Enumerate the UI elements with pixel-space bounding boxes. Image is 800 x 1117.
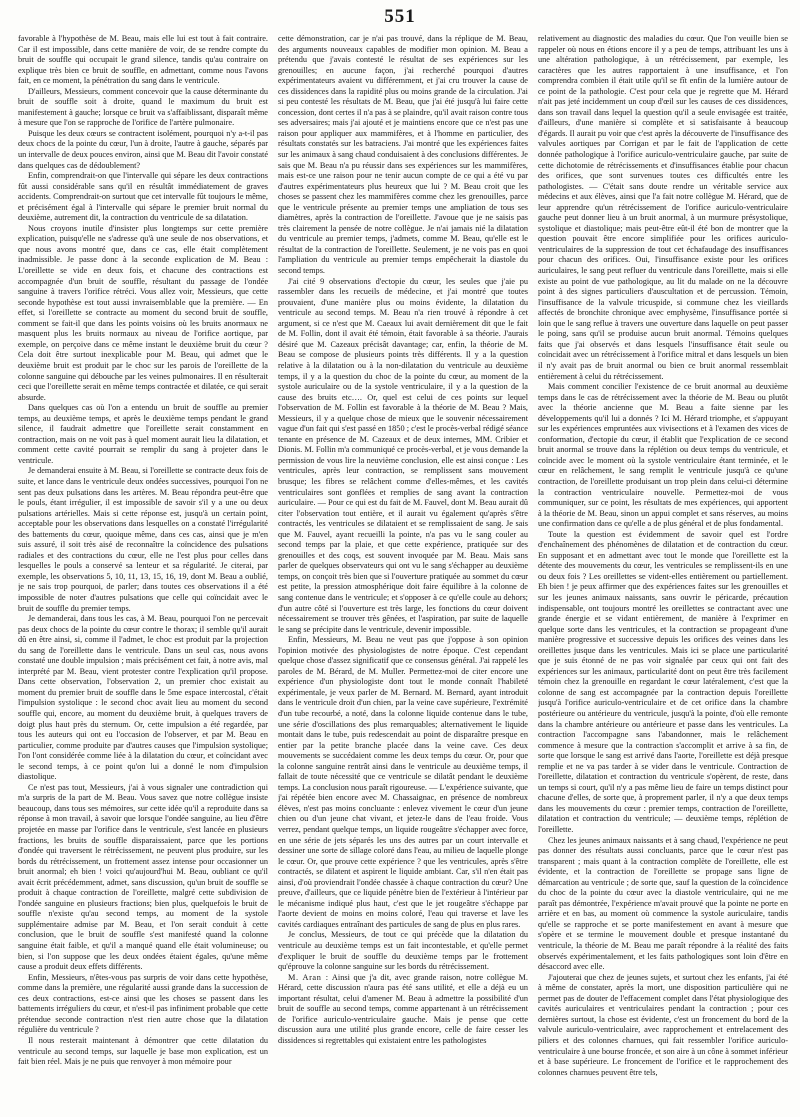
paragraph: [18, 34, 268, 87]
paragraph-text: relativement au diagnostic des maladies du cœur. Que l'on veuille bien se rappeler où nous en étions encore il y a peu de temps, attribuant les uns à une altération pathologique, à un rétrécissement, par exemple, les caractères que les autres rapportaient à une insuffisance, et l'on comprendra combien il était utile qu'il se fît enfin de la lumière autour de ce point de la pathologie. C'est pour cela que je regrette que M. Hérard n'ait pas jeté incidemment un coup d'œil sur les causes de ces dissidences, dans son travail dans lequel la question qu'il a seule envisagée est traitée, d'ailleurs, d'une manière si complète et si satisfaisante à beaucoup d'égards. Il aurait pu voir que c'est après la découverte de l'insuffisance des valvules aortiques par Corrigan et par le fait de l'application de cette donnée pathologique à l'orifice auriculo-ventriculaire gauche, par suite de cette dichotomie de rétrécissements et d'insuffisances établie pour chacun des orifices, que sont survenues toutes ces difficultés entre les pathologistes. — C'était sans doute rendre un véritable service aux médecins et aux élèves, ainsi que l'a fait notre collègue M. Hérard, que de leur apprendre qu'un rétrécissement de l'orifice auriculo-ventriculaire gauche peut donner lieu à un bruit anormal, à un murmure présystolique, systolique et diastolique; mais peut-être eût-il été bon de montrer que la question pouvait être encore simplifiée pour les orifices auriculo-ventriculaires de la suppression de tout cet échafaudage des insuffisances pour chacun des orifices. Oui, l'insuffisance existe pour les orifices auriculaires, le sang peut refluer du ventricule dans l'oreillette, mais si elle existe au point de vue pathologique, au lit du malade on ne la découvre point à des signes particuliers d'auscultation et de percussion. Témoin, l'insuffisance de la valvule tricuspide, si commune chez les vieillards affectés de bronchite chronique avec emphysème, l'insuffisance portée si loin que le sang reflue à travers une ouverture dans laquelle on peut passer le poing, sans qu'il se produise aucun bruit anormal. Témoins quelques faits que j'ai observés et dans lesquels l'insuffisance était seule ou coïncidait avec un rétrécissement à l'orifice mitral et dans lesquels un bien il n'y avait pas de bruit anormal ou bien ce bruit anormal ressemblait entièrement à celui du rétrécissement.: [538, 34, 788, 381]
paragraph-text: Nous croyons inutile d'insister plus longtemps sur cette première explication, puisqu'elle ne s'adresse qu'à une seule de nos observations, et que nous avons montré que, dans ce cas, elle était complètement inadmissible. Je passe donc à la seconde explication de M. Beau : L'oreillette se vide en deux fois, et chacune des contractions est accompagnée d'un bruit de souffle, résultant du passage de l'ondée sanguine à travers l'orifice rétréci. Vous allez voir, Messieurs, que cette seconde hypothèse est tout aussi invraisemblable que la première. — En effet, si l'oreillette se contracte au moment du second bruit de souffle, comment se fait-il que dans les points voisins où les bruits anormaux ne masquent plus les bruits normaux au niveau de l'orifice aortique, par exemple, on perçoive dans ce même instant le deuxième bruit du cœur ? Cela doit être surtout inexplicable pour M. Beau, qui admet que le deuxième bruit est produit par le choc sur les parois de l'oreillette de la colonne sanguine qui débouche par les veines pulmonaires. Il en résulterait ceci que l'oreillette serait en même temps contractée et dilatée, ce qui serait absurde.: [18, 223, 268, 402]
paragraph-text: Dans quelques cas où l'on a entendu un bruit de souffle au premier temps, au deuxième temps, et après le deuxième temps pendant le grand silence, il faudrait admettre que l'oreillette serait constamment en contraction, mais on ne voit pas à quel moment aurait lieu la dilatation, et comment cette cavité pourrait se remplir du sang à projeter dans le ventricule.: [18, 403, 268, 465]
paragraph: [538, 973, 788, 1078]
paragraph: [538, 836, 788, 973]
paragraph: [18, 1036, 268, 1068]
paragraph-text: Chez les jeunes animaux naissants et à sang chaud, l'expérience ne peut pas donner des résultats aussi concluants, parce que le cœur n'est pas transparent ; mais quant à la contraction complète de l'oreillette, elle est évidente, et la contraction de l'oreillette se propage sans ligne de démarcation au ventricule ; de sorte que, sauf la question de la coïncidence du choc de la pointe du cœur avec la diastole ventriculaire, qui ne me paraît pas démontrée, l'expérience m'avait prouvé que la pointe ne porte en arrière et en bas, au moment où commence la systole auriculaire, tandis qu'elle se rapproche et se porte manifestement en avant à mesure que s'opère et se termine le mouvement double et presque instantané du ventricule, la théorie de M. Beau me paraît répondre à la réalité des faits observés expérimentalement, et les faits pathologiques sont loin d'être en désaccord avec elle.: [538, 835, 788, 972]
paragraph-text: Puisque les deux cœurs se contractent isolément, pourquoi n'y a-t-il pas deux chocs de la pointe du cœur, l'un à droite, l'autre à gauche, séparés par un intervalle de deux pouces environ, ainsi que M. Beau dit l'avoir constaté dans quelques cas de dédoublement?: [18, 128, 268, 170]
paragraph: [538, 382, 788, 530]
paragraph: [278, 277, 528, 636]
paragraph: [18, 129, 268, 171]
paragraph: [18, 614, 268, 783]
paragraph-text: Il nous resterait maintenant à démontrer que cette dilatation du ventricule au second temps, sur laquelle je base mon explication, est un fait bien réel. Mais je ne puis que renvoyer à mon mémoire pour: [18, 1035, 268, 1067]
paragraph-text: J'ajouterai que chez de jeunes sujets, et surtout chez les enfants, j'ai été à même de constater, après la mort, une disposition particulière qui ne permet pas de douter de l'effacement complet dans l'état physiologique des cavités auriculaires et ventriculaires pendant la contraction ; pour ces dernières surtout, la chose est évidente, c'est un froncement du bord de la valvule auriculo-ventriculaire, avec rapprochement et entrelacement des piliers et des colonnes charnues, qui fait ressembler l'orifice auriculo-ventriculaire à une bourse froncée, et son aire à un cône à sommet inférieur et à base supérieure. Le froncement de l'orifice et le rapprochement des colonnes charnues peuvent être tels,: [538, 972, 788, 1077]
paragraph-text: J'ai cité 9 observations d'ectopie du cœur, les seules que j'aie pu rassembler dans les recueils de médecine, et j'ai montré que toutes prouvaient, d'une manière plus ou moins évidente, la dilatation du ventricule au second temps. M. Beau n'a rien trouvé à répondre à cet argument, si ce n'est que M. Caeaux lui avait dernièrement dit que le fait de M. Follin, dont il avait été témoin, était favorable à sa théorie. J'aurais désiré que M. Cazeaux précisât davantage; car, enfin, la théorie de M. Beau se compose de plusieurs points très différents. Il y a la question relative à la dilatation ou à la non-dilatation du ventricule au deuxième temps, il y a la question du choc de la pointe du cœur, au moment de la systole auriculaire ou de la systole ventriculaire, il y a la question de la cause des bruits etc…. Or, quel est celui de ces points sur lequel l'observation de M. Follin est favorable à la théorie de M. Beau ? Mais, Messieurs, il y a quelque chose de mieux que le souvenir nécessairement vague d'un fait qui s'est passé en 1850 ; c'est le procès-verbal rédigé séance tenante en présence de M. Cazeaux et de deux internes, MM. Cribier et Dionis. M. Follin m'a communiqué ce procès-verbal, et je vous demande la permission de vous lire la neuvième conclusion, elle est ainsi conçue : Les ventricules, après leur contraction, se remplissent sans mouvement brusque; les fibres se relâchent comme d'elles-mêmes, et les cavités ventriculaires sont gonflées et remplies de sang avant la contraction auriculaire. — Pour ce qui est du fait de M. Fauvel, dont M. Beau aurait dû citer l'observation tout entière, et il aurait vu également qu'après s'être contractés, les ventricules se dilataient et se remplissaient de sang. Je sais que M. Fauvel, ayant recueilli la pointe, n'a pas vu le sang couler au second temps par la plaie, et que cette expérience, pratiquée sur des grenouilles et des coqs, est souvent invoquée par M. Beau. Mais sans parler de quelques observateurs qui ont vu le sang s'échapper au deuxième temps, on conçoit très bien que si l'ouverture pratiquée au sommet du cœur est petite, la pression atmosphérique doit faire équilibre à la colonne de sang contenue dans le ventricule; et s'opposer à ce qu'elle coule au dehors; d'un autre côté si l'ouverture est très large, les fonctions du cœur doivent nécessairement se trouver très gênées, et l'aspiration, par suite de laquelle le sang se précipite dans le ventricule, devenir impossible.: [278, 276, 528, 634]
paragraph: [18, 466, 268, 614]
paragraph-text: Ainsi que j'a dit, avec grande raison, notre collègue M. Hérard, cette discussion n'aura pas été sans utilité, et elle a déjà eu un important résultat, celui d'amener M. Beau à admettre la possibilité d'un bruit de souffle au second temps, comme appartenant à un rétrécissement de l'orifice auriculo-ventriculaire gauche. Mais je pense que cette discussion aura une utilité plus grande encore, celle de faire cesser les dissidences si regrettables qui existaient entre les pathologistes: [278, 972, 528, 1045]
paragraph: [18, 87, 268, 129]
paragraph: [538, 530, 788, 836]
paragraph: [18, 171, 268, 224]
paragraph-text: Mais comment concilier l'existence de ce bruit anormal au deuxième temps dans le cas de rétrécissement avec la théorie de M. Beau ou plutôt avec la théorie ancienne que M. Beau a faite sienne par les développements qu'il lui a donnés ? Ici M. Hérard triomphe, et s'appuyant sur les expériences empruntées aux vivisections et à l'examen des vices de conformation, d'ectopie du cœur, il établit que l'explication de ce second bruit anormal se trouve dans la réplétion ou deux temps du ventricule, et coïncide avec le moment où la systole ventriculaire étant terminée, et le cœur en relâchement, le sang remplit le ventricule jusqu'à ce qu'une contraction, de l'oreillette produisant un trop plein dans celui-ci détermine la contraction ventriculaire nouvelle. Permettez-moi de vous communiquer, sur ce point, les résultats de mes expériences, qui apportent à la théorie de M. Beau, sinon un appui complet et sans réserves, au moins une confirmation dans ce qu'elle a de plus général et de plus fondamental.: [538, 382, 788, 529]
paragraph: [18, 403, 268, 466]
speaker-name: M. Aran :: [288, 972, 329, 982]
paragraph-text: Toute la question est évidemment de savoir quel est l'ordre d'enchaînement des phénomènes de dilatation et de contraction du cœur. En supposant et en admettant avec tout le monde que l'oreillette est la détente des mouvements du cœur, les ventricules se remplissent-ils en une ou deux fois ? Les oreillettes se vident-elles entièrement ou partiellement. Eh bien ! je peux affirmer que des expériences faites sur les grenouilles et sur les jeunes animaux naissants, sans ouvrir le péricarde, précaution indispensable, ont toujours montré les oreillettes se contractant avec une grande énergie et se vidant entièrement, de manière à l'exprimer en quelque sorte dans les ventricules, et la contraction se propageant d'une manière progressive et successive depuis les orifices des veines dans les oreillettes jusque dans les ventricules. Mais ici se place une particularité que je suis étonné de ne pas voir signalée par ceux qui ont fait des expériences sur les animaux, particularité dont on peut être très facilement témoin chez la grenouille en regardant le cœur latéralement, c'est que la colonne de sang est accompagnée par la contraction depuis l'oreillette jusqu'à l'orifice auriculo-ventriculaire et de cet orifice dans la chambre postérieure ou antérieure du ventricule, jusqu'à la pointe, d'où elle remonte dans la chambre antérieure ou antérieure et passe dans les ventricules. La contraction l'accompagne sans l'abandonner, mais le relâchement commence à mesure que la contraction s'accomplit et arrive à sa fin, de sorte que lorsque le sang est arrivé dans l'aorte, l'oreillette est déjà presque remplie et ne va pas tarder à se vider dans le ventricule. Contraction de l'oreillette, dilatation et contraction du ventricule s'opèrent, de reste, dans un temps si court, qu'il n'y a pas même lieu de faire un temps distinct pour chacune d'elles, de sorte que, à proprement parler, il n'y a que deux temps dans les mouvements du cœur : premier temps, contraction de l'oreillette, dilatation et contraction du ventricule; — deuxième temps, réplétion de l'oreillette.: [538, 529, 788, 835]
paragraph: [18, 783, 268, 973]
paragraph-text: Enfin, Messieurs, n'êtes-vous pas surpris de voir dans cette hypothèse, comme dans la première, une régularité aussi grande dans la succession de ces deux contractions, est-ce ainsi que les choses se passent dans les battements irréguliers du cœur, et n'est-il pas infiniment probable que cette prétendue seconde contraction n'est rien autre chose que la dilatation régulière du ventricule ?: [18, 972, 268, 1035]
paragraph: [18, 973, 268, 1036]
paragraph-text: cette démonstration, car je n'ai pas trouvé, dans la réplique de M. Beau, des arguments nouveaux capables de modifier mon opinion. M. Beau a prétendu que j'avais contesté le résultat de ses expériences sur les grenouilles; en aucune façon, j'ai recherché pourquoi d'autres expérimentateurs avaient vu différemment, et j'ai cru trouver la cause de ces dissidences dans la rapidité plus ou moins grande de la circulation. J'ai si peu contesté les résultats de M. Beau, que j'ai été jusqu'à lui faire cette concession, dont certes il n'a pas à se plaindre, qu'il avait raison contre tous ses adversaires; mais j'ai ajouté et je maintiens encore que ce n'est pas une raison pour appliquer aux mammifères, et à l'homme en particulier, des résultats constatés sur les batraciens. J'ai montré que les expériences faites sur les animaux à sang chaud conduisaient à des conclusions différentes. Je sais que M. Beau n'a pu réussir dans ses expériences sur les mammifères, mais est-ce une raison pour ne tenir aucun compte de ce qui a été vu par d'autres expérimentateurs plus heureux que lui ? M. Beau croit que les choses se passent chez les mammifères comme chez les grenouilles, parce que le ventricule présente au premier temps une ampliation de tous ses diamètres, après la contraction de l'oreillette. J'avoue que je ne saisis pas très clairement la pensée de notre collègue. Je n'ai jamais nié la dilatation du ventricule au premier temps, j'admets, comme M. Beau, qu'elle est le résultat de la contraction de l'oreillette. Seulement, je ne vois pas en quoi l'ampliation du ventricule au premier temps empêcherait la diastole du second temps.: [278, 34, 528, 276]
column-middle: [278, 34, 528, 1109]
text-columns: [18, 34, 788, 1109]
paragraph: [538, 34, 788, 382]
paragraph: [278, 635, 528, 930]
page-number: 551: [384, 6, 416, 27]
paragraph: [278, 973, 528, 1047]
paragraph-text: Enfin, Messieurs, M. Beau ne veut pas que j'oppose à son opinion l'opinion motivée des physiologistes de notre époque. C'est cependant quelque chose d'assez significatif que ce consensus général. J'ai rappelé les paroles de M. Bérard, de M. Muller. Permettez-moi de citer encore une expérience d'un physiologiste dont tout le monde connaît l'habileté expérimentale, je veux parler de M. Bernard. M. Bernard, ayant introduit dans le ventricule droit d'un chien, par la veine cave supérieure, l'extrémité d'un tube recourbé, a noté, dans la colonne liquide contenue dans le tube, une série d'oscillations des plus remarquables; alternativement le liquide montait dans le tube, puis redescendait au point de disparaître presque en entier par la petite branche placée dans la veine cave. Ces deux mouvements se succédaient comme les deux temps du cœur. Or, pour que la colonne sanguine rentrât ainsi dans le ventricule au deuxième temps, il fallait de toute nécessité que ce ventricule se dilatât pendant le deuxième temps. La conclusion nous paraît rigoureuse. — L'expérience suivante, que j'ai répétée bien encore avec M. Chassaignac, en présence de nombreux élèves, n'est pas moins concluante : enlevez vivement le cœur d'un jeune chien ou d'un jeune chat vivant, et jetez-le dans de l'eau froide. Vous verrez, pendant quelque temps, un liquide rougeâtre s'échapper avec force, en une série de jets séparés les uns des autres par un court intervalle et dessiner une sorte de sillage coloré dans l'eau, au milieu de laquelle plonge le cœur. Or, que prouve cette expérience ? que les ventricules, après s'être contractés, se dilatent et aspirent le liquide ambiant. Car, s'il n'en était pas ainsi, d'où proviendrait l'ondée chassée à chaque contraction du cœur? Une preuve, d'ailleurs, que ce liquide pénètre bien de l'extérieur à l'intérieur par le mécanisme indiqué plus haut, c'est que le jet rougeâtre s'échappe par l'aorte devient de moins en moins coloré, l'eau qui traverse et lave les cavités cardiaques entraînant des particules de sang de plus en plus rares.: [278, 635, 528, 929]
paragraph-text: favorable à l'hypothèse de M. Beau, mais elle lui est tout à fait contraire. Car il est impossible, dans cette manière de voir, de se rendre compte du bruit de souffle qui occupait le grand silence, tandis qu'au contraire on explique très bien ce bruit de souffle, en admettant, comme nous l'avons fait, en ce moment, la pénétration du sang dans le ventricule.: [18, 34, 268, 86]
paragraph-text: Je demanderai ensuite à M. Beau, si l'oreillette se contracte deux fois de suite, et lance dans le ventricule deux ondées successives, pourquoi l'on ne sent pas deux pulsations dans les artères. M. Beau répondra peut-être que le pouls, étant irrégulier, il est impossible de savoir s'il y a une ou deux pulsations artérielles. Mais si cette réponse est, jusqu'à un certain point, acceptable pour les observations dans lesquelles on a constaté l'irrégularité des battements du cœur, quoique même, dans ces cas, ainsi que je m'en suis assuré, il soit très aisé de reconnaître la coïncidence des pulsations radiales et des contractions du cœur, elle ne l'est plus pour celles dans lesquelles le pouls a conservé sa lenteur et sa régularité. Je citerai, par exemple, les observations 5, 10, 11, 13, 15, 16, 19, dont M. Beau a oublié, je ne sais trop pourquoi, de parler; dans toutes ces observations il a été impossible de noter d'autres pulsations que celle qui coïncidait avec le bruit de souffle du premier temps.: [18, 466, 268, 613]
paragraph: [18, 224, 268, 403]
paragraph-text: Je demanderai, dans tous les cas, à M. Beau, pourquoi l'on ne percevait pas deux chocs de la pointe du cœur contre le thorax; il semble qu'il aurait dû en être ainsi, si, comme il l'admet, le choc est produit par la projection du sang de l'oreillette dans le ventricule. Dans un seul cas, nous avons constaté une double impulsion ; mais précisément cet fait, à notre avis, mal interprété par M. Beau, vient protester contre l'explication qu'il propose. Dans cette observation, l'observation 2, un premier choc existait au moment du premier bruit de souffle dans le 5me espace intercostal, c'était l'impulsion systolique : le second choc avait lieu au moment du second souffle qui, encore, au moment du deuxième bruit, à quelques travers de doigt plus haut près du sternum. Or, cette impulsion a été regardée, par tous les auteurs qui ont eu l'occasion de l'observer, et par M. Beau en particulier, comme produite par d'autres causes que l'impulsion systolique; l'on l'ont considérée comme liée à la dilatation du cœur, et coïncidant avec le second temps, à ce point qu'on lui a donné le nom d'impulsion diastolique.: [18, 614, 268, 782]
paragraph: [278, 930, 528, 972]
paragraph: [278, 34, 528, 277]
column-left: [18, 34, 268, 1109]
column-right: [538, 34, 788, 1109]
paragraph-text: Je conclus, Messieurs, de tout ce qui précède que la dilatation du ventricule au deuxième temps est un fait incontestable, et qu'elle permet d'expliquer le bruit de souffle du deuxième temps par le frottement qu'éprouve la colonne sanguine sur les bords du rétrécissement.: [278, 930, 528, 972]
paragraph-text: Enfin, comprendrait-on que l'intervalle qui sépare les deux contractions fût aussi considérable sans qu'il en résultât immédiatement de graves accidents. Comprendrait-on surtout que cet intervalle fût toujours le même, et précisément égal à l'intervalle qui sépare le premier bruit normal du deuxième, autrement dit, la contraction du ventricule de sa dilatation.: [18, 171, 268, 223]
paragraph-text: D'ailleurs, Messieurs, comment concevoir que la cause déterminante du bruit de souffle soit à droite, quand le maximum du bruit est manifestement à gauche; lorsque ce bruit va s'affaiblissant, disparaît même à mesure que l'on se rapproche de l'orifice de l'artère pulmonaire.: [18, 86, 268, 128]
paragraph-text: Ce n'est pas tout, Messieurs, j'ai à vous signaler une contradiction qui m'a surpris de la part de M. Beau. Vous savez que notre collègue insiste beaucoup, dans tous ses mémoires, sur cette idée qu'il a reproduite dans sa réponse à mon travail, à savoir que lorsque l'ondée sanguine, au lieu d'être projetée en masse par l'orifice dans le ventricule, s'est lancée en plusieurs fractions, les bruits de souffle disparaissaient, parce que les portions d'ondée qui traversent le rétrécissement, ne peuvent plus produire, sur les bords du rétrécissement, un frottement assez intense pour occasionner un bruit anormal; eh bien ! voici qu'aujourd'hui M. Beau, oubliant ce qu'il avait écrit précédemment, admet, sans discussion, qu'un bruit de souffle se produit à chaque contraction de l'oreillette, malgré cette subdivision de l'ondée sanguine en plusieurs fractions; bien plus, quelquefois le bruit de souffle n'existe qu'au second temps, au moment de la systole supplémentaire admise par M. Beau, et l'on serait conduit à cette conclusion, que le bruit de souffle s'est manifesté quand la colonne sanguine était faible, et qu'il a manqué quand elle était volumineuse; ou bien, si l'on suppose que les deux ondées étaient égales, qu'une même cause a produit deux effets différents.: [18, 782, 268, 972]
